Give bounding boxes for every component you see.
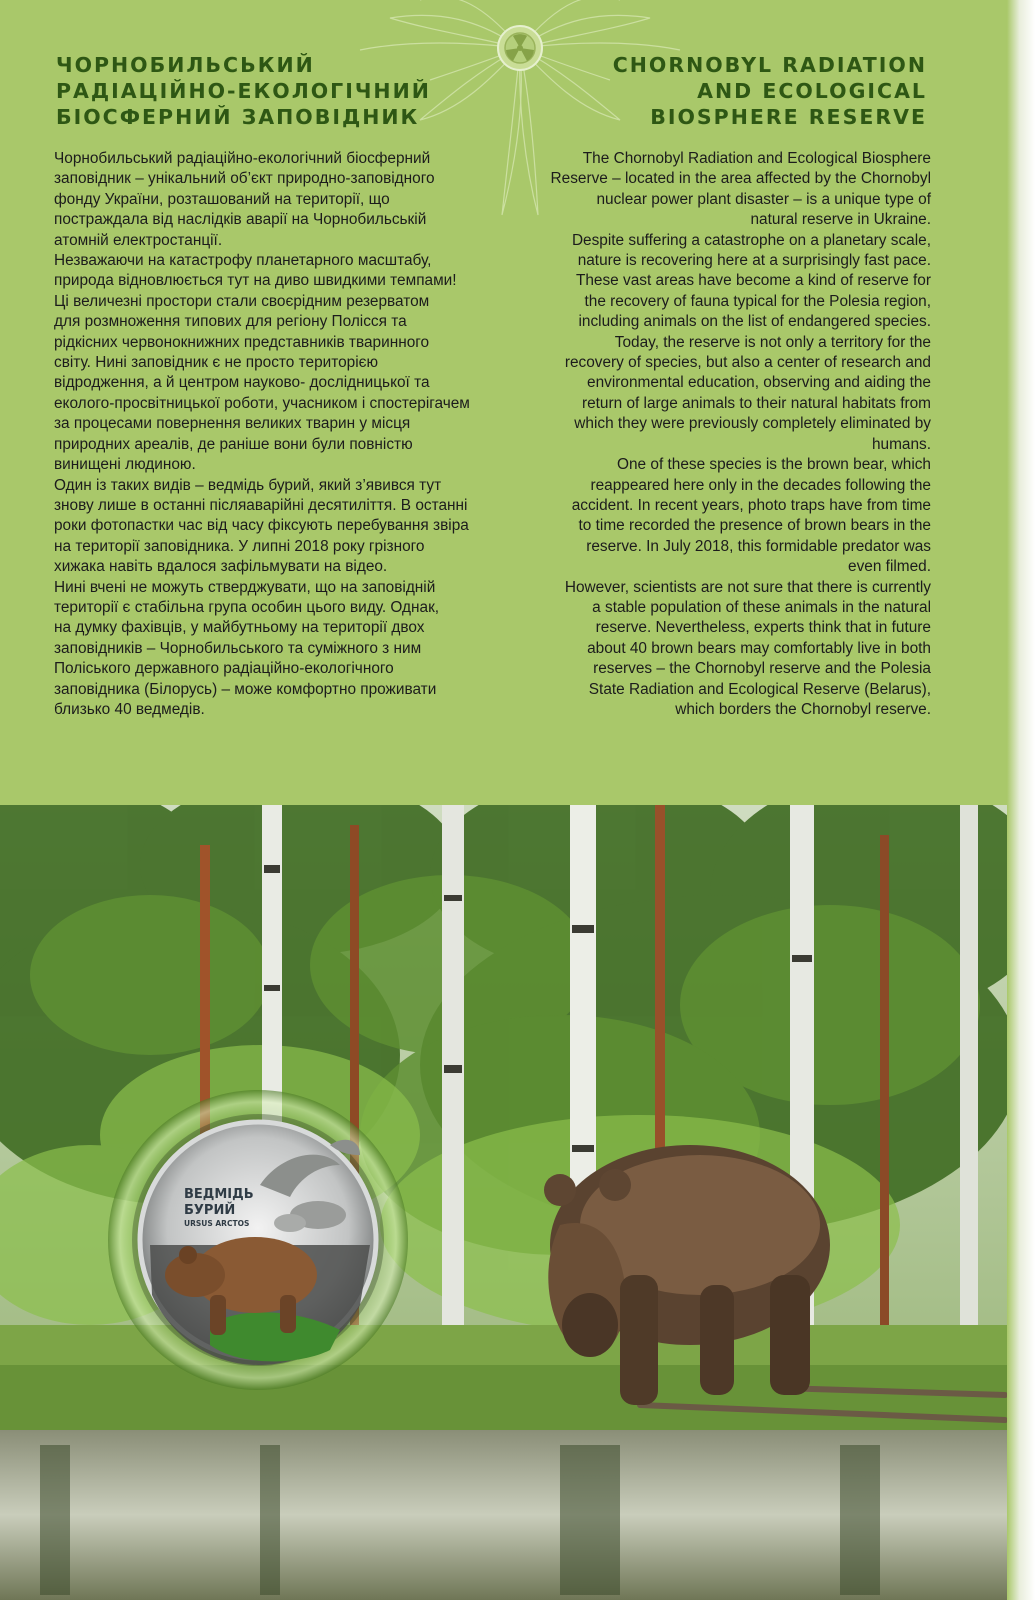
title-ukrainian: ЧОРНОБИЛЬСЬКИЙ РАДІАЦІЙНО-ЕКОЛОГІЧНИЙ БІОСФЕРНИЙ ЗАПОВІДНИК: [56, 53, 431, 129]
coin-name-line1: ВЕДМІДЬ: [184, 1187, 254, 1202]
body-text-english: The Chornobyl Radiation and Ecological Biosphere Reserve – located in the area affected by the Chornobyl nuclear power plant disaster – is a unique type of natural reserve in Ukraine. Despite suffering a catastrophe on a planetary scale, nature is recovering here at a surprisingly fast pace. These vast areas have become a kind of reserve for the recovery of fauna typical for the Polesia region, including animals on the list of endangered species. Today, the reserve is not only a territory for the recovery of species, but also a center of research and environmental education, observing and aiding the return of large animals to their natural habitats from which they were previously completely eliminated by humans. One of these species is the brown bear, which reappeared here only in the decades following the accident. In recent years, photo traps have from time to time recorded the presence of brown bears in the reserve. In July 2018, this formidable predator was even filmed. However, scientists are not sure that there is currently a stable population of these animals in the natural reserve. Nevertheless, experts think that in future about 40 brown bears may comfortably live in both reserves – the Chornobyl reserve and the Polesia State Radiation and Ecological Reserve (Belarus), which borders the Chornobyl reserve.: [550, 150, 931, 718]
coin-name-line2: БУРИЙ: [184, 1203, 236, 1218]
text-panel: [0, 0, 1007, 820]
page-edge: [1007, 0, 1035, 1600]
coin-capsule: [108, 1090, 408, 1390]
body-text-ukrainian: Чорнобильський радіаційно-екологічний біосферний заповідник – унікальний об’єкт природно-заповідного фонду України, розташований на території, що постраждала від наслідків аварії на Чорнобильській атомній електростанції. Незважаючи на катастрофу планетарного масштабу, природа відновлюється тут на диво швидкими темпами! Ці величезні простори стали своєрідним резерватом для розмноження типових для регіону Полісся та рідкісних червонокнижних представників тваринного світу. Нині заповідник є не просто територією відродження, а й центром науково- дослідницької та еколого-просвітницької роботи, учасником і спостерігачем за процесами повернення великих тварин у місця природних ареалів, де раніше вони були повністю винищені людиною. Один із таких видів – ведмідь бурий, який з’явився тут знову лише в останні післяаварійні десятиліття. В останні роки фотопастки час від часу фіксують перебування звіра на території заповідника. У липні 2018 року грізного хижака навіть вдалося зафільмувати на відео. Нині вчені не можуть стверджувати, що на заповідній території є стабільна група особин цього виду. Однак, на думку фахівців, у майбутньому на території двох заповідників – Чорнобильського та суміжного з ним Поліського державного радіаційно-екологічного заповідника (Білорусь) – може комфортно проживати близько 40 ведмедів.: [54, 150, 470, 718]
coin-latin-name: URSUS ARCTOS: [184, 1219, 250, 1228]
title-english: CHORNOBYL RADIATION AND ECOLOGICAL BIOSPHERE RESERVE: [612, 53, 927, 129]
forest-bear-photo: [0, 805, 1007, 1600]
